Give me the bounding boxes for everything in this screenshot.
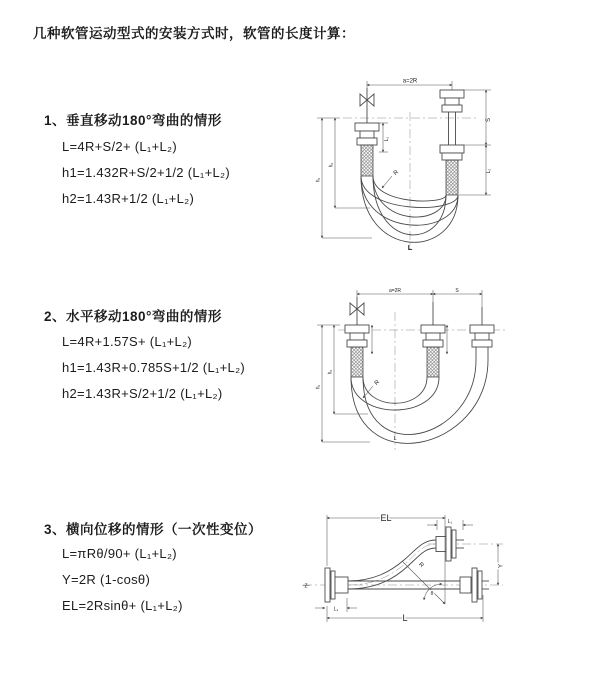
- dim-label-l: L: [402, 613, 408, 623]
- dim-label-a2r: a=2R: [402, 78, 418, 85]
- page-title: 几种软管运动型式的安装方式时，软管的长度计算：: [33, 26, 355, 41]
- section-2-formula-h2: h2=1.43R+S/2+1/2 (L₁+L₂): [62, 386, 223, 401]
- flange: [421, 325, 445, 333]
- dimension-l-bottom: [327, 595, 483, 623]
- dim-label-l-bottom: L: [407, 243, 413, 252]
- dim-label-h1: h₁: [315, 384, 322, 390]
- dimension-a-2r: [367, 79, 452, 91]
- dim-label-l1-bottom: L₁: [333, 606, 339, 613]
- dimension-s-right: [459, 90, 492, 195]
- dim-label-r: R: [417, 561, 425, 569]
- flange: [478, 571, 482, 599]
- dim-label-h2: h₂: [328, 162, 335, 168]
- dim-label-s: S: [486, 117, 492, 123]
- dimension-l1-bottom-left: [315, 598, 357, 613]
- flange: [345, 325, 369, 333]
- flange: [325, 568, 330, 602]
- dim-label-h2: h₂: [327, 369, 334, 375]
- braided-hose-section: [351, 347, 363, 377]
- flange: [442, 153, 462, 160]
- flange-neck: [445, 98, 459, 105]
- section-1-formula-L: L=4R+S/2+ (L₁+L₂): [62, 139, 177, 154]
- section-3-formula-EL: EL=2Rsinθ+ (L₁+L₂): [62, 598, 183, 613]
- diagram-vertical-movement-180-bend: [310, 68, 600, 263]
- flange: [355, 123, 379, 131]
- flange: [331, 571, 335, 599]
- flange: [472, 568, 477, 602]
- flange: [442, 105, 462, 112]
- flange-neck: [426, 333, 440, 340]
- dimension-a-2r: [357, 288, 482, 307]
- left-pipe-assembly: [345, 297, 369, 377]
- flange-neck: [475, 333, 489, 340]
- pipe-fitting: [335, 577, 348, 593]
- right-pipe-assembly: [470, 307, 494, 360]
- middle-pipe-assembly: [421, 302, 445, 377]
- section-2-formula-L: L=4R+1.57S+ (L₁+L₂): [62, 334, 193, 349]
- diagram-lateral-displacement: [298, 500, 598, 655]
- braided-hose-section: [446, 160, 458, 195]
- z-mark-label: Z: [304, 583, 308, 590]
- section-1-formula-h1: h1=1.432R+S/2+1/2 (L₁+L₂): [62, 165, 230, 180]
- left-flange-assembly: [325, 568, 348, 602]
- section-3-formula-L: L=πRθ/90+ (L₁+L₂): [62, 546, 177, 561]
- section-2-formula-h1: h1=1.43R+0.785S+1/2 (L₁+L₂): [62, 360, 246, 375]
- dim-label-a2r: a=2R: [388, 288, 402, 294]
- dim-label-y: Y: [498, 563, 505, 569]
- pipe-fitting: [460, 577, 471, 593]
- section-3-formula-Y: Y=2R (1-cosθ): [62, 572, 151, 587]
- section-3-heading: 3、横向位移的情形（一次性变位）: [44, 522, 263, 537]
- dim-label-h1: h₁: [315, 177, 322, 183]
- diagram-horizontal-movement-180-bend: [310, 282, 600, 462]
- flange: [423, 340, 443, 347]
- flange: [470, 325, 494, 333]
- dim-label-l-bottom: L: [393, 436, 397, 442]
- hose-u-bend-arcs: [351, 360, 488, 443]
- flange: [347, 340, 367, 347]
- dim-label-r: R: [392, 169, 400, 177]
- flange-neck: [360, 131, 374, 138]
- dim-label-r: R: [373, 379, 381, 387]
- braided-hose-section: [361, 145, 373, 176]
- flange-neck: [350, 333, 364, 340]
- flange: [440, 90, 464, 98]
- radius-callout: [382, 169, 400, 188]
- flange: [472, 340, 492, 347]
- left-pipe-assembly: [355, 88, 379, 176]
- flange: [357, 138, 377, 145]
- section-1-heading: 1、垂直移动180°弯曲的情形: [44, 113, 222, 128]
- radius-and-angle-callout: [402, 561, 445, 604]
- flange: [446, 527, 451, 561]
- right-pipe-assembly: [440, 90, 464, 195]
- section-2-heading: 2、水平移动180°弯曲的情形: [44, 309, 222, 324]
- flange: [440, 145, 464, 153]
- upper-flange-assembly: [436, 527, 464, 561]
- section-1-formula-h2: h2=1.43R+1/2 (L₁+L₂): [62, 191, 195, 206]
- braided-hose-section: [427, 347, 439, 377]
- hose-u-bend-arcs: [361, 176, 458, 242]
- pipe-fitting: [436, 537, 446, 552]
- dim-label-el: EL: [380, 513, 392, 523]
- dim-label-l1: L₁: [384, 136, 390, 142]
- dim-label-l1-top: L₁: [447, 519, 453, 525]
- flange: [452, 530, 456, 558]
- dimension-y: [498, 544, 505, 585]
- dim-label-l2: L₂: [486, 168, 492, 174]
- dim-label-s: S: [455, 288, 459, 294]
- dim-label-theta: θ: [430, 591, 434, 597]
- centerline-z-mark: [303, 584, 310, 590]
